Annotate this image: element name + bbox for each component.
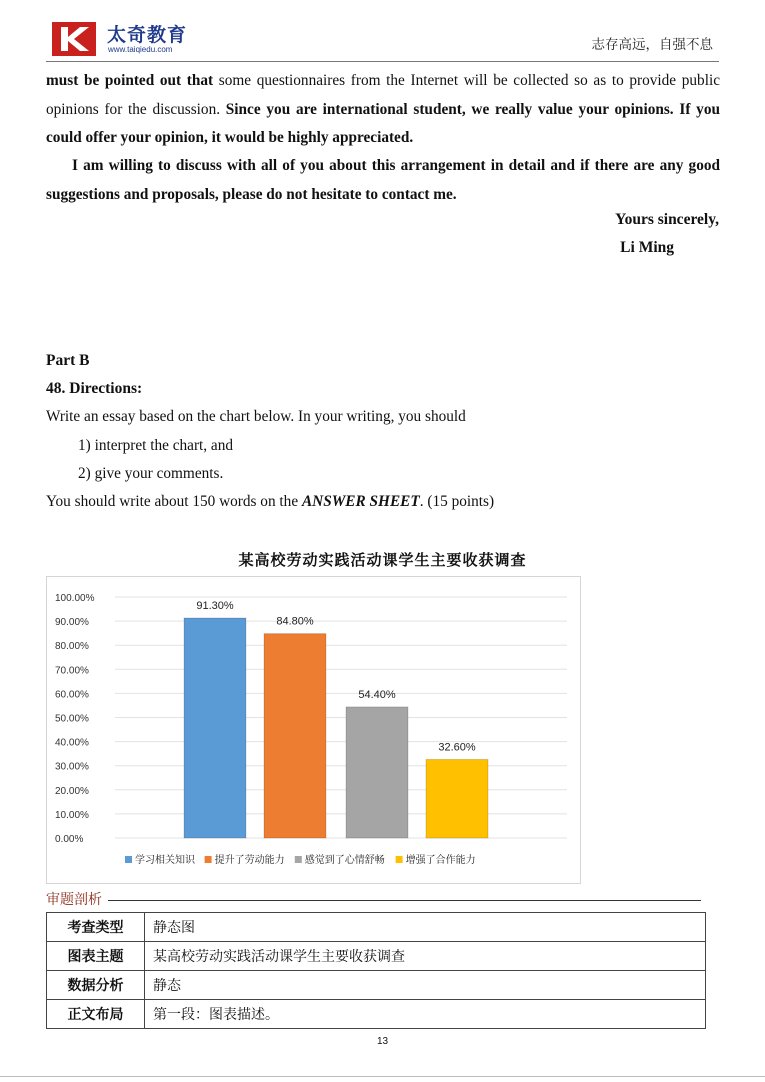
analysis-value: 静态图 [145,913,706,942]
y-tick-label: 100.00% [55,593,95,604]
bar [426,759,488,838]
analysis-row [47,942,706,971]
legend-swatch [125,856,132,863]
instruction-line: Write an essay based on the chart below. In your writing, you should [46,408,466,425]
bar [264,634,326,838]
analysis-key: 数据分析 [47,971,145,1000]
header-divider [46,61,719,62]
y-tick-label: 90.00% [55,617,89,629]
chart-title: 某高校劳动实践活动课学生主要收获调查 [238,551,527,569]
page-number: 13 [376,1036,389,1047]
legend-label: 感觉到了心情舒畅 [304,855,385,866]
y-tick-label: 20.00% [55,785,89,797]
logo-url: www.taiqiedu.com [108,45,173,54]
data-label: 84.80% [276,615,314,628]
legend-swatch [205,856,212,863]
legend-swatch [295,856,302,863]
part-b-title: Part B [46,352,90,369]
data-label: 54.40% [358,688,396,701]
word-count-post: . (15 points) [419,493,495,510]
bar [346,707,408,838]
page-header [0,0,765,62]
word-count-pre: You should write about 150 words on the [46,493,302,510]
analysis-value: 某高校劳动实践活动课学生主要收获调查 [145,942,706,971]
bar-chart [46,576,581,884]
y-tick-label: 50.00% [55,713,89,725]
section-heading: 审题剖析 [46,889,108,909]
y-tick-label: 30.00% [55,761,89,773]
answer-sheet-text: ANSWER SHEET [301,493,420,510]
analysis-key: 图表主题 [47,942,145,971]
header-motto: 志存高远，自强不息 [591,37,713,53]
data-label: 91.30% [196,599,234,612]
y-tick-label: 70.00% [55,665,89,677]
logo-text: 太奇教育 [107,24,188,46]
analysis-value: 第一段：图表描述。 [145,1000,706,1029]
p1-normal: some questionnaires from the Internet will be collected so as to provide public opinions for the discussion. [46,72,720,118]
y-tick-label: 40.00% [55,737,89,749]
y-tick-label: 0.00% [55,834,84,845]
letter-paragraph-2: I am willing to discuss with all of you about this arrangement in detail and if there are any good suggestions and proposals, please do not hesitate to contact me. [46,157,720,203]
section-divider [46,900,701,901]
data-label: 32.60% [438,741,476,754]
p1-bold-start: must be pointed out that [46,72,214,89]
y-tick-label: 10.00% [55,809,89,821]
instruction-item-1: 1) interpret the chart, and [78,437,234,454]
letter-paragraph-1 [46,67,720,153]
legend-label: 提升了劳动能力 [214,855,285,866]
analysis-row [47,913,706,942]
instruction-item-2: 2) give your comments. [78,465,224,482]
p1-bold-end: Since you are international student, we really value your opinions. If you could offer your opinion, it would be highly appreciated. [46,100,720,146]
analysis-value: 静态 [145,971,706,1000]
analysis-row [47,971,706,1000]
directions-title: 48. Directions: [46,380,143,397]
legend-label: 增强了合作能力 [405,855,476,866]
letter-signature: Li Ming [620,239,674,256]
bottom-divider [0,1076,765,1077]
legend-swatch [396,856,403,863]
y-tick-label: 80.00% [55,641,89,653]
analysis-key: 考查类型 [47,913,145,942]
y-tick-label: 60.00% [55,689,89,701]
bar [184,618,246,838]
chart-canvas [47,577,580,883]
word-count-line [46,493,494,511]
taiqi-logo-icon [52,22,96,56]
letter-closing: Yours sincerely, [615,211,719,228]
analysis-row [47,1000,706,1029]
analysis-table [46,912,706,1029]
analysis-key: 正文布局 [47,1000,145,1029]
legend-label: 学习相关知识 [135,855,195,866]
